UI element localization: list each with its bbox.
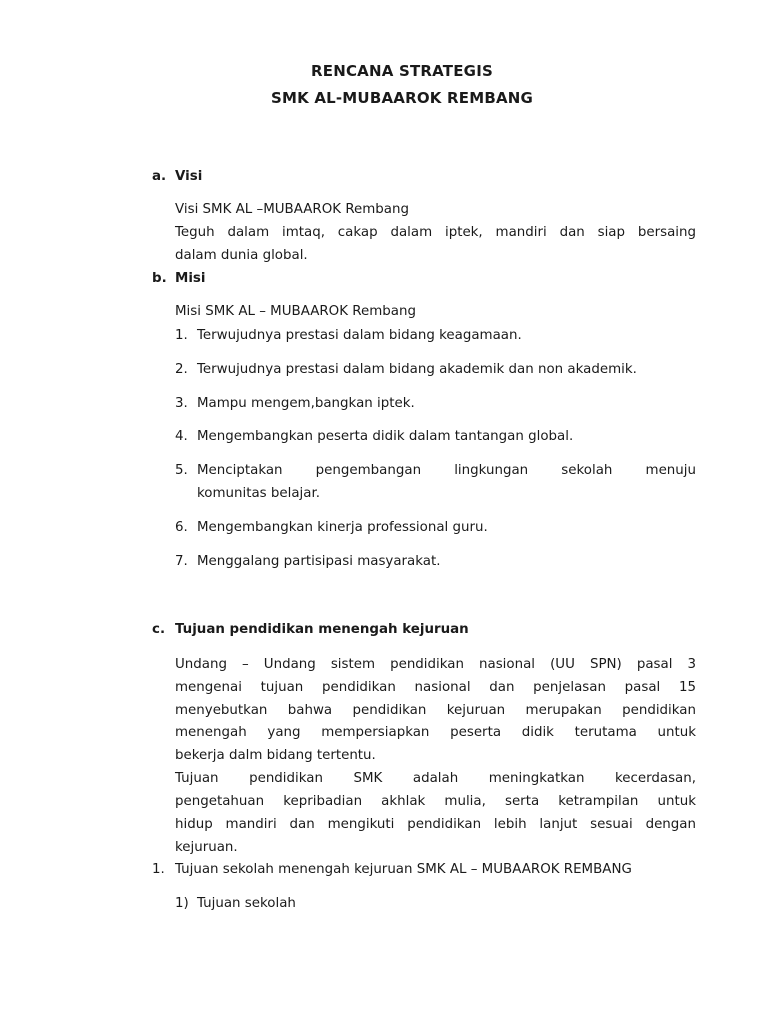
misi-item-text: Terwujudnya prestasi dalam bidang keagamaan. xyxy=(197,328,522,343)
visi-text-line: dalam dunia global. xyxy=(175,248,308,263)
tujuan-subsublist-text: Tujuan sekolah xyxy=(197,896,296,911)
tujuan-paragraph-line: menyebutkan bahwa pendidikan kejuruan merupakan pendidikan xyxy=(175,703,696,718)
tujuan-paragraph-line: Undang – Undang sistem pendidikan nasional (UU SPN) pasal 3 xyxy=(175,657,696,672)
misi-item-text: Mampu mengem,bangkan iptek. xyxy=(197,396,415,411)
misi-item-text: Terwujudnya prestasi dalam bidang akademik dan non akademik. xyxy=(197,362,637,377)
misi-item-number: 5. xyxy=(175,463,188,478)
misi-item-number: 6. xyxy=(175,520,188,535)
tujuan-paragraph-line: pengetahuan kepribadian akhlak mulia, serta ketrampilan untuk xyxy=(175,794,696,809)
section-heading-tujuan: Tujuan pendidikan menengah kejuruan xyxy=(175,622,469,637)
visi-intro: Visi SMK AL –MUBAAROK Rembang xyxy=(175,202,409,217)
misi-item-number: 1. xyxy=(175,328,188,343)
tujuan-sublist-text: Tujuan sekolah menengah kejuruan SMK AL – MUBAAROK REMBANG xyxy=(175,862,632,877)
misi-item-text: Menciptakan pengembangan lingkungan sekolah menuju xyxy=(197,463,696,478)
misi-item-number: 2. xyxy=(175,362,188,377)
tujuan-subsublist-number: 1) xyxy=(175,896,189,911)
misi-intro: Misi SMK AL – MUBAAROK Rembang xyxy=(175,304,416,319)
misi-item-number: 3. xyxy=(175,396,188,411)
tujuan-paragraph-line: menengah yang mempersiapkan peserta didik terutama untuk xyxy=(175,725,696,740)
section-marker-b: b. xyxy=(152,271,167,286)
document-title-line1: RENCANA STRATEGIS xyxy=(311,62,493,80)
misi-item-text: Mengembangkan peserta didik dalam tantangan global. xyxy=(197,429,574,444)
section-heading-visi: Visi xyxy=(175,169,203,184)
document-title-line2: SMK AL-MUBAAROK REMBANG xyxy=(270,89,534,107)
tujuan-sublist-number: 1. xyxy=(152,862,165,877)
tujuan-paragraph-line: Tujuan pendidikan SMK adalah meningkatkan kecerdasan, xyxy=(175,771,696,786)
misi-item-number: 7. xyxy=(175,554,188,569)
misi-item-text-continued: komunitas belajar. xyxy=(197,486,321,501)
section-heading-misi: Misi xyxy=(175,271,206,286)
tujuan-paragraph-line: bekerja dalm bidang tertentu. xyxy=(175,748,376,763)
misi-item-text: Mengembangkan kinerja professional guru. xyxy=(197,520,488,535)
tujuan-paragraph-line: kejuruan. xyxy=(175,840,238,855)
visi-text-line: Teguh dalam imtaq, cakap dalam iptek, mandiri dan siap bersaing xyxy=(175,225,696,240)
misi-item-text: Menggalang partisipasi masyarakat. xyxy=(197,554,441,569)
section-marker-a: a. xyxy=(152,169,167,184)
tujuan-paragraph-line: mengenai tujuan pendidikan nasional dan penjelasan pasal 15 xyxy=(175,680,696,695)
tujuan-paragraph-line: hidup mandiri dan mengikuti pendidikan lebih lanjut sesuai dengan xyxy=(175,817,696,832)
misi-item-number: 4. xyxy=(175,429,188,444)
section-marker-c: c. xyxy=(152,622,166,637)
